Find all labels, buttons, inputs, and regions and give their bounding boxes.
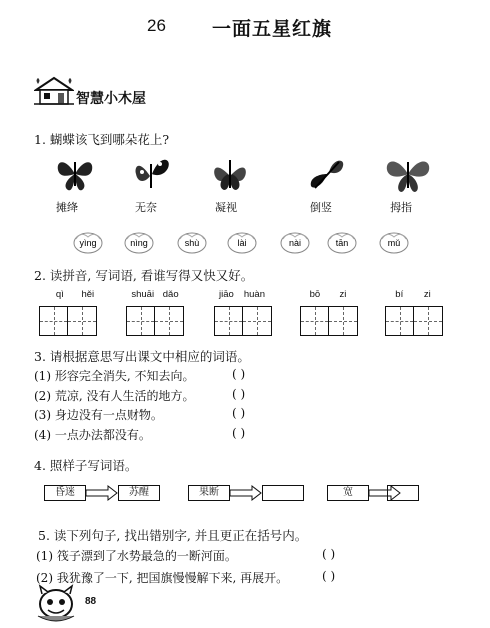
pinyin: bō xyxy=(309,289,321,300)
lesson-number: 26 xyxy=(147,16,166,35)
q3-item-1: (1) 形容完全消失, 不知去向。 xyxy=(34,369,195,383)
flower-2 xyxy=(124,231,154,259)
flower-1-pinyin: yìng xyxy=(79,238,97,248)
flower-5 xyxy=(280,231,310,259)
flower-3-pinyin: shù xyxy=(184,238,200,248)
butterfly-3-icon xyxy=(210,154,250,196)
cartoon-character-icon xyxy=(34,584,82,628)
arrow-right-icon xyxy=(230,485,262,501)
butterfly-2-icon xyxy=(130,154,172,196)
answer-blank[interactable]: ( ) xyxy=(232,406,246,420)
q1-prompt: 1. 蝴蝶该飞到哪朵花上? xyxy=(34,132,170,147)
pinyin-pair-2 xyxy=(127,289,183,300)
answer-box[interactable] xyxy=(387,485,419,501)
butterfly-word-3: 凝视 xyxy=(215,201,237,214)
word-box: 果断 xyxy=(188,485,230,501)
pinyin: qì xyxy=(55,289,64,300)
flower-1 xyxy=(73,231,103,259)
flower-4-pinyin: lài xyxy=(237,238,247,248)
pinyin: bí xyxy=(395,289,404,300)
pinyin-pair-3 xyxy=(214,289,270,300)
flower-4 xyxy=(227,231,257,259)
arrow-right-icon xyxy=(86,485,118,501)
q3-item-3: (3) 身边没有一点财物。 xyxy=(34,408,163,422)
q5-item-2: (2) 我犹豫了一下, 把国旗慢慢解下来, 再展开。 xyxy=(36,571,289,585)
writing-grid-1[interactable] xyxy=(39,306,97,336)
word-box: 宽 xyxy=(327,485,369,501)
answer-blank[interactable]: ( ) xyxy=(322,569,336,583)
q5-prompt: 5. 读下列句子, 找出错别字, 并且更正在括号内。 xyxy=(38,528,308,543)
butterfly-word-4: 倒竖 xyxy=(310,201,332,214)
writing-grid-2[interactable] xyxy=(126,306,184,336)
answer-blank[interactable]: ( ) xyxy=(232,387,246,401)
pinyin-pair-1 xyxy=(47,289,103,300)
butterfly-word-1: 摊绛 xyxy=(56,201,78,214)
q4-prompt: 4. 照样子写词语。 xyxy=(34,458,138,473)
page-number: 88 xyxy=(85,596,97,607)
pinyin: zi xyxy=(339,289,347,300)
q5-item-1: (1) 筏子漂到了水势最急的一断河面。 xyxy=(36,549,237,563)
answer-blank[interactable]: ( ) xyxy=(322,547,336,561)
section-title: 智慧小木屋 xyxy=(76,91,146,107)
pinyin: dǎo xyxy=(162,289,179,300)
flower-6 xyxy=(327,231,357,259)
flower-5-pinyin: nài xyxy=(288,238,302,248)
flower-7 xyxy=(379,231,409,259)
wooden-house-icon xyxy=(34,76,74,110)
pinyin: jiāo xyxy=(219,289,234,300)
writing-grid-3[interactable] xyxy=(214,306,272,336)
q3-item-4: (4) 一点办法都没有。 xyxy=(34,428,151,442)
writing-grid-5[interactable] xyxy=(385,306,443,336)
pinyin: hěi xyxy=(81,289,95,300)
example-word-box: 昏迷 xyxy=(44,485,86,501)
answer-blank[interactable]: ( ) xyxy=(232,426,246,440)
pinyin: shuāi xyxy=(131,289,155,300)
flower-7-pinyin: mǔ xyxy=(387,238,401,248)
butterfly-4-icon xyxy=(305,156,347,196)
flower-6-pinyin: tān xyxy=(335,238,349,248)
lesson-title: 一面五星红旗 xyxy=(212,18,333,40)
answer-box[interactable] xyxy=(262,485,304,501)
pinyin-pair-4 xyxy=(300,289,356,300)
q2-prompt: 2. 读拼音, 写词语, 看谁写得又快又好。 xyxy=(34,268,254,283)
butterfly-1-icon xyxy=(54,156,96,196)
butterfly-5-icon xyxy=(385,156,431,198)
butterfly-word-5: 拇指 xyxy=(390,201,412,214)
writing-grid-4[interactable] xyxy=(300,306,358,336)
example-word-box: 苏醒 xyxy=(118,485,160,501)
q3-prompt: 3. 请根据意思写出课文中相应的词语。 xyxy=(34,349,250,364)
pinyin: huàn xyxy=(243,289,265,300)
pinyin-pair-5 xyxy=(385,289,441,300)
butterfly-word-2: 无奈 xyxy=(135,201,157,214)
flower-3 xyxy=(177,231,207,259)
q3-item-2: (2) 荒凉, 没有人生活的地方。 xyxy=(34,389,195,403)
pinyin: zi xyxy=(423,289,431,300)
answer-blank[interactable]: ( ) xyxy=(232,367,246,381)
flower-2-pinyin: nìng xyxy=(130,238,148,248)
